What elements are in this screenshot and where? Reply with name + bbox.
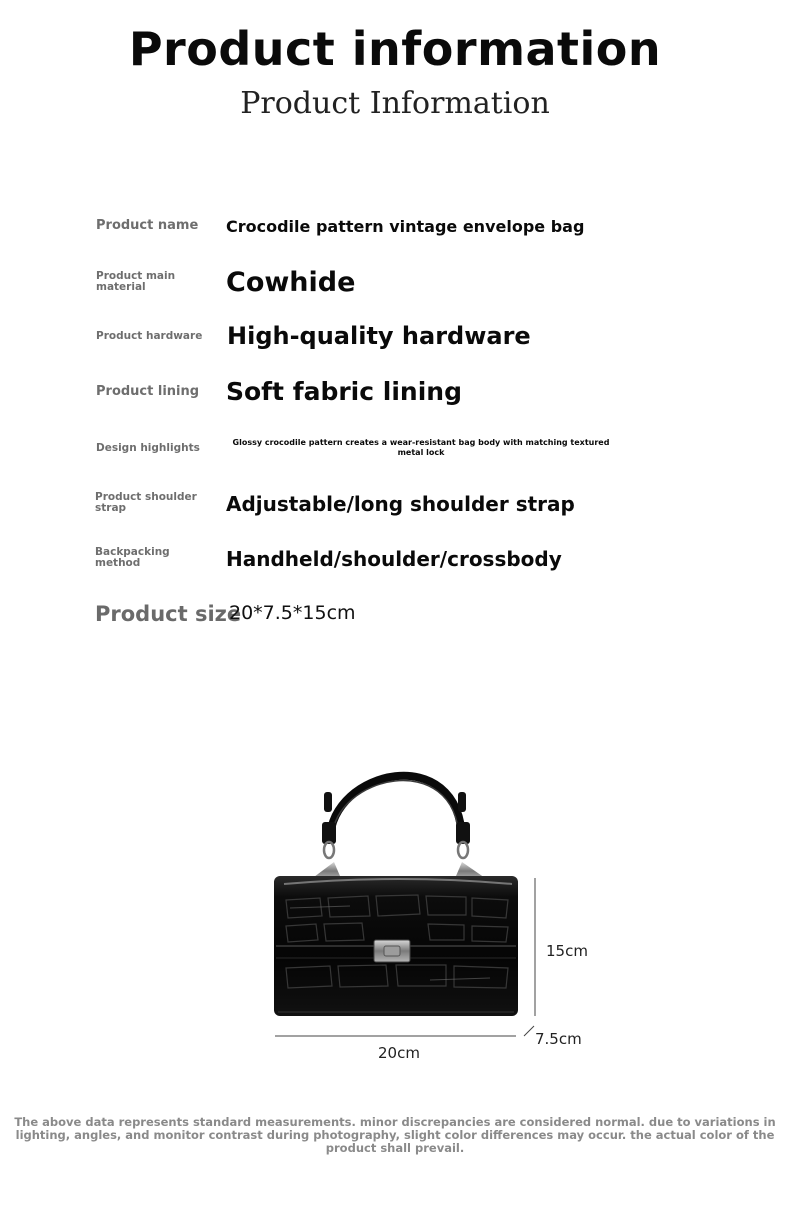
- page-title: Product information: [128, 22, 662, 76]
- height-label: 15cm: [546, 942, 588, 960]
- size-label: Product size: [95, 602, 242, 626]
- spec-label-strap: Product shoulder strap: [95, 491, 197, 515]
- spec-value-hardware: High-quality hardware: [227, 322, 531, 350]
- spec-label-highlights: Design highlights: [96, 442, 200, 454]
- width-label: 20cm: [378, 1044, 420, 1062]
- spec-value-strap: Adjustable/long shoulder strap: [226, 492, 575, 516]
- depth-label: 7.5cm: [535, 1030, 582, 1048]
- size-value: 20*7.5*15cm: [229, 602, 356, 624]
- spec-value-carry: Handheld/shoulder/crossbody: [226, 547, 562, 571]
- spec-label-lining: Product lining: [96, 384, 200, 399]
- spec-value-material: Cowhide: [226, 267, 356, 298]
- depth-dimension-line: [524, 1026, 534, 1036]
- spec-label-material: Product main material: [96, 270, 176, 294]
- handbag-image: [250, 740, 610, 1080]
- spec-value-lining: Soft fabric lining: [226, 377, 462, 406]
- spec-value-highlights: Glossy crocodile pattern creates a wear-resistant bag body with matching textured metal lock: [232, 438, 610, 457]
- spec-label-hardware: Product hardware: [96, 330, 203, 342]
- page-subtitle: Product Information: [240, 86, 550, 121]
- spec-label-name: Product name: [96, 218, 199, 233]
- spec-value-name: Crocodile pattern vintage envelope bag: [226, 217, 585, 236]
- handle: [330, 776, 462, 840]
- disclaimer-note: The above data represents standard measurements. minor discrepancies are considered normal. due to variations in lighting, angles, and monitor contrast during photography, slight color differences may occur. the actual color of the product shall prevail.: [14, 1115, 776, 1156]
- spec-label-carry: Backpacking method: [95, 546, 170, 570]
